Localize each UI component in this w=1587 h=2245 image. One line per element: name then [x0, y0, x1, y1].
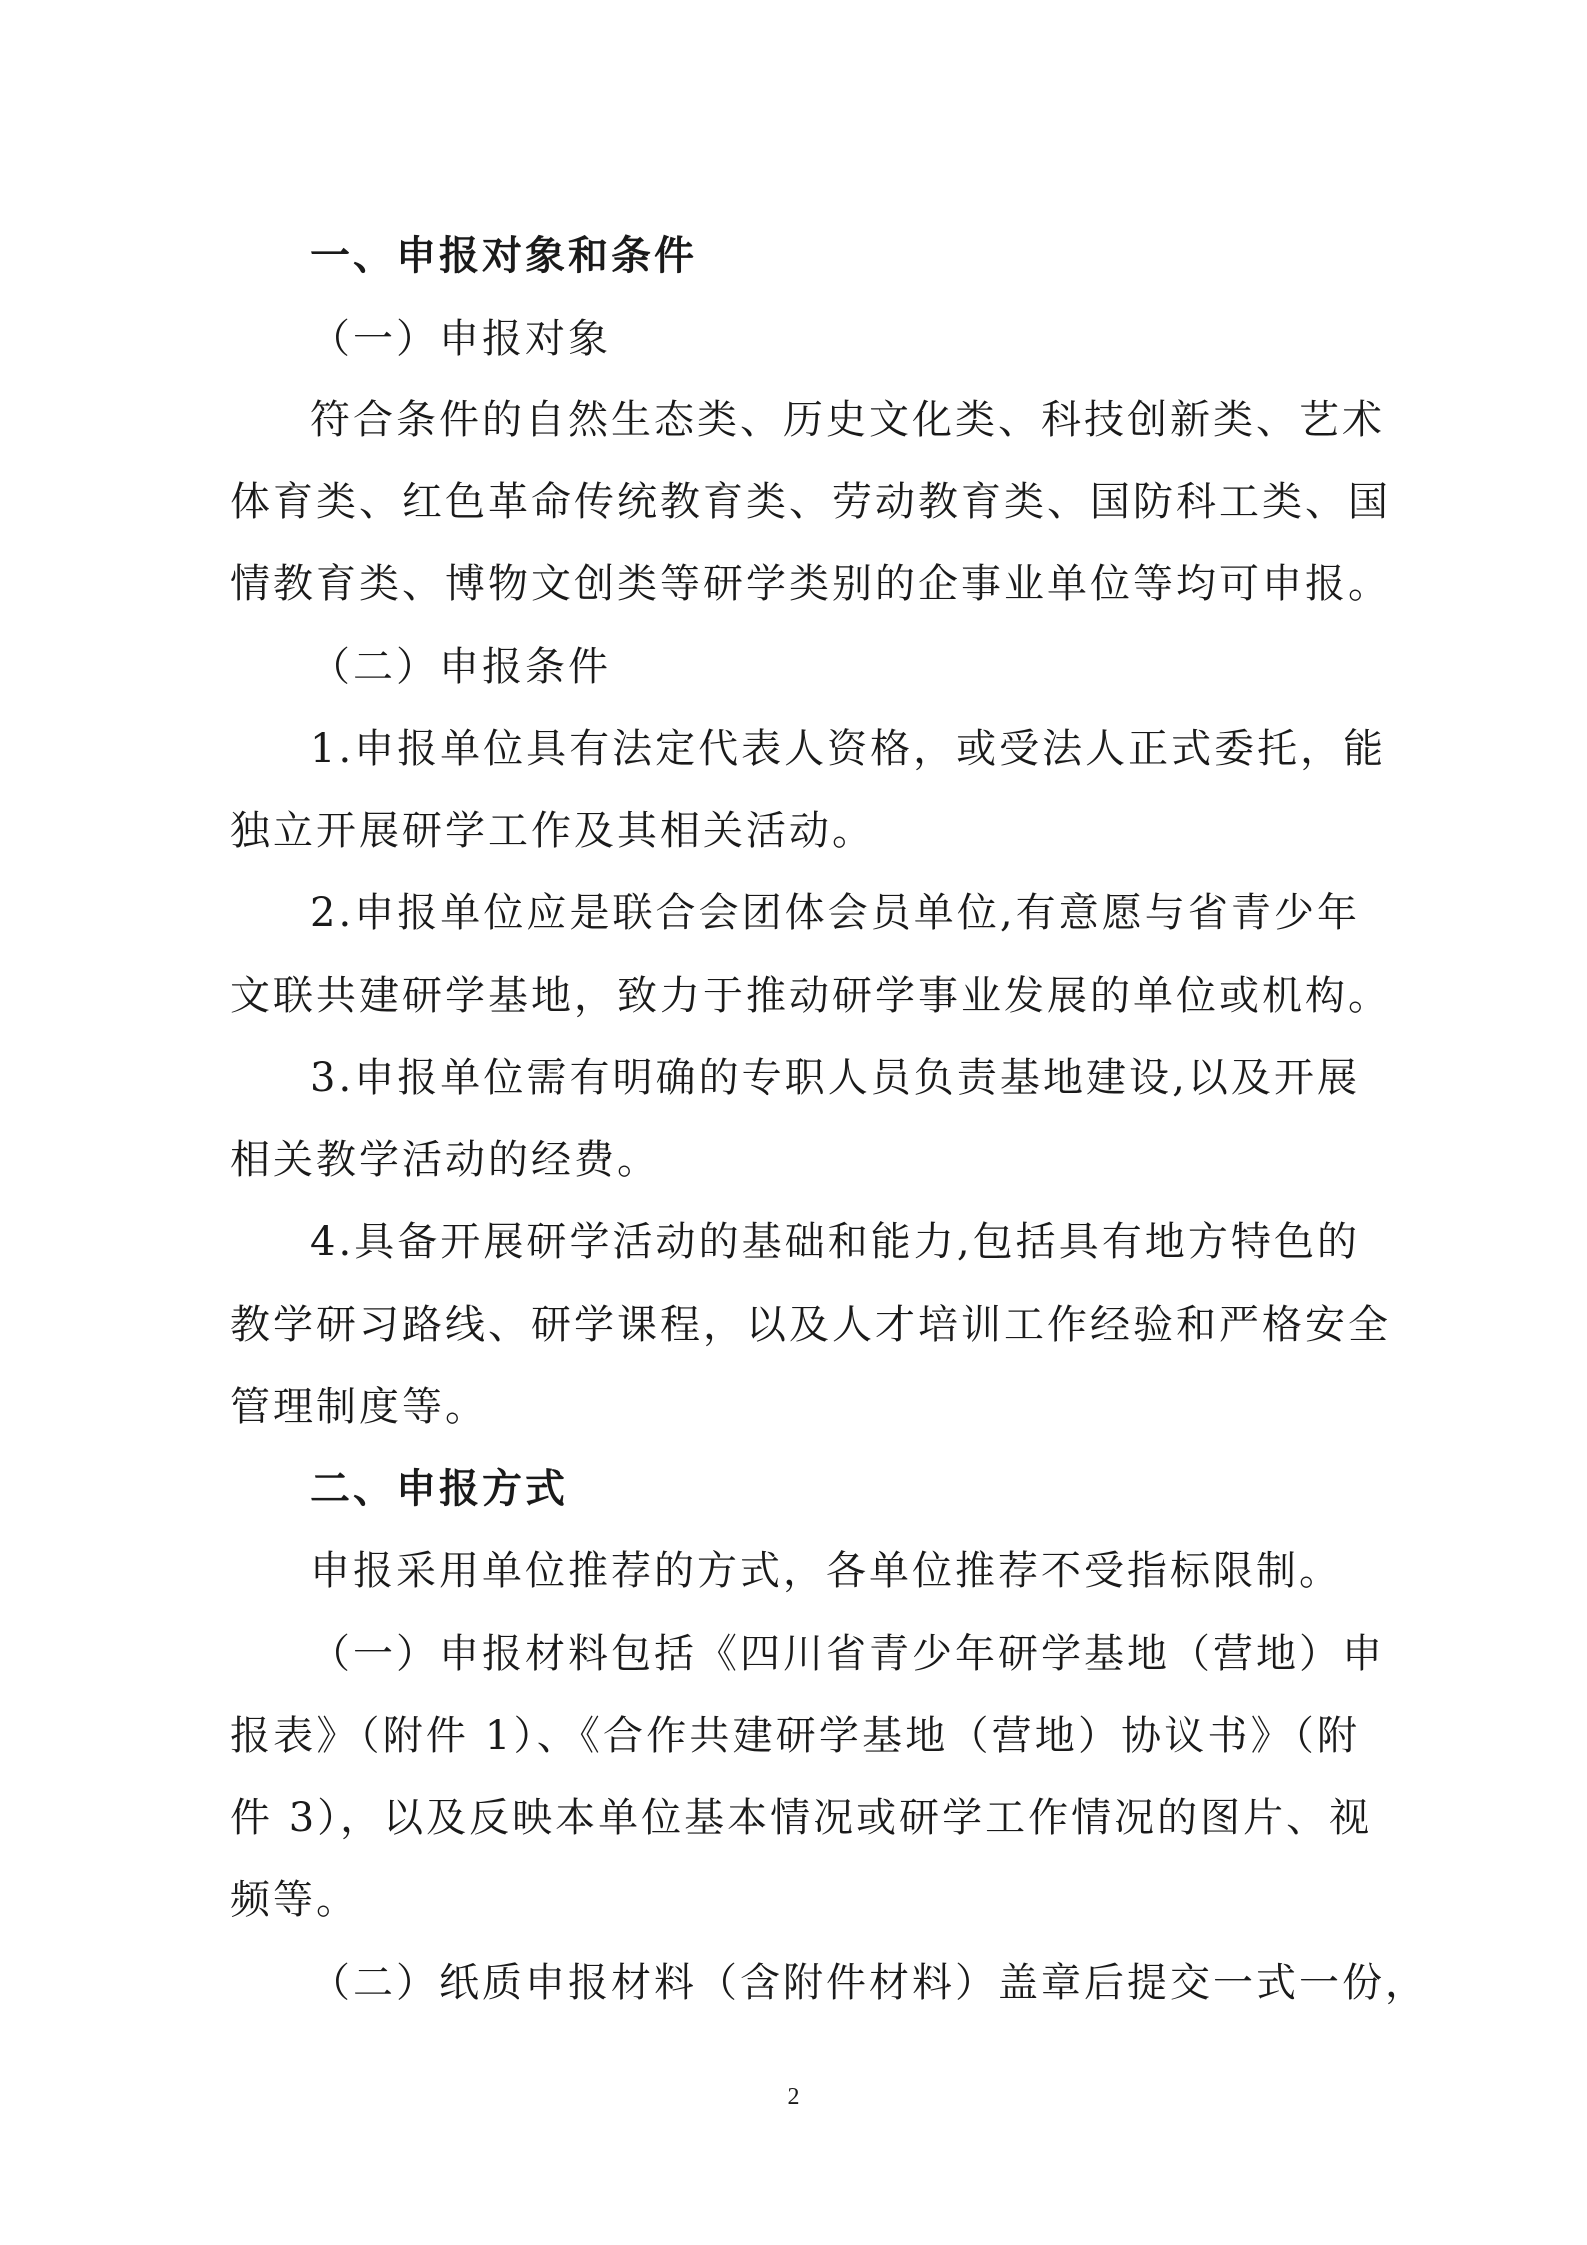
subsection-1-title: （一）申报对象 [310, 316, 611, 362]
condition-4-line: 4.具备开展研学活动的基础和能力,包括具有地方特色的 [310, 1219, 1360, 1265]
materials-paragraph-line: 报表》（附件 1）、《合作共建研学基地（营地）协议书》（附 [230, 1713, 1360, 1759]
condition-2-line: 文联共建研学基地，致力于推动研学事业发展的单位或机构。 [230, 973, 1391, 1019]
paragraph-line: 体育类、红色革命传统教育类、劳动教育类、国防科工类、国 [230, 479, 1391, 525]
page-number: 2 [787, 2084, 800, 2110]
submission-paragraph-line: （二）纸质申报材料（含附件材料）盖章后提交一式一份， [310, 1960, 1428, 2006]
paragraph-line: 符合条件的自然生态类、历史文化类、科技创新类、艺术 [310, 397, 1385, 443]
materials-paragraph-line: 件 3），以及反映本单位基本情况或研学工作情况的图片、视 [230, 1795, 1373, 1841]
subsection-2-title: （二）申报条件 [310, 644, 611, 690]
condition-1-line: 1.申报单位具有法定代表人资格，或受法人正式委托，能 [310, 726, 1387, 772]
condition-4-line: 管理制度等。 [230, 1384, 488, 1430]
section-1-heading: 一、申报对象和条件 [310, 233, 697, 279]
condition-4-line: 教学研习路线、研学课程，以及人才培训工作经验和严格安全 [230, 1302, 1391, 1348]
section-2-heading: 二、申报方式 [310, 1466, 568, 1512]
condition-1-line: 独立开展研学工作及其相关活动。 [230, 808, 875, 854]
materials-paragraph-line: （一）申报材料包括《四川省青少年研学基地（营地）申 [310, 1631, 1385, 1677]
section-2-intro: 申报采用单位推荐的方式，各单位推荐不受指标限制。 [310, 1548, 1342, 1594]
condition-2-line: 2.申报单位应是联合会团体会员单位,有意愿与省青少年 [310, 890, 1360, 936]
paragraph-line: 情教育类、博物文创类等研学类别的企事业单位等均可申报。 [230, 561, 1391, 607]
materials-paragraph-line: 频等。 [230, 1877, 359, 1923]
condition-3-line: 相关教学活动的经费。 [230, 1137, 660, 1183]
condition-3-line: 3.申报单位需有明确的专职人员负责基地建设,以及开展 [310, 1055, 1360, 1101]
